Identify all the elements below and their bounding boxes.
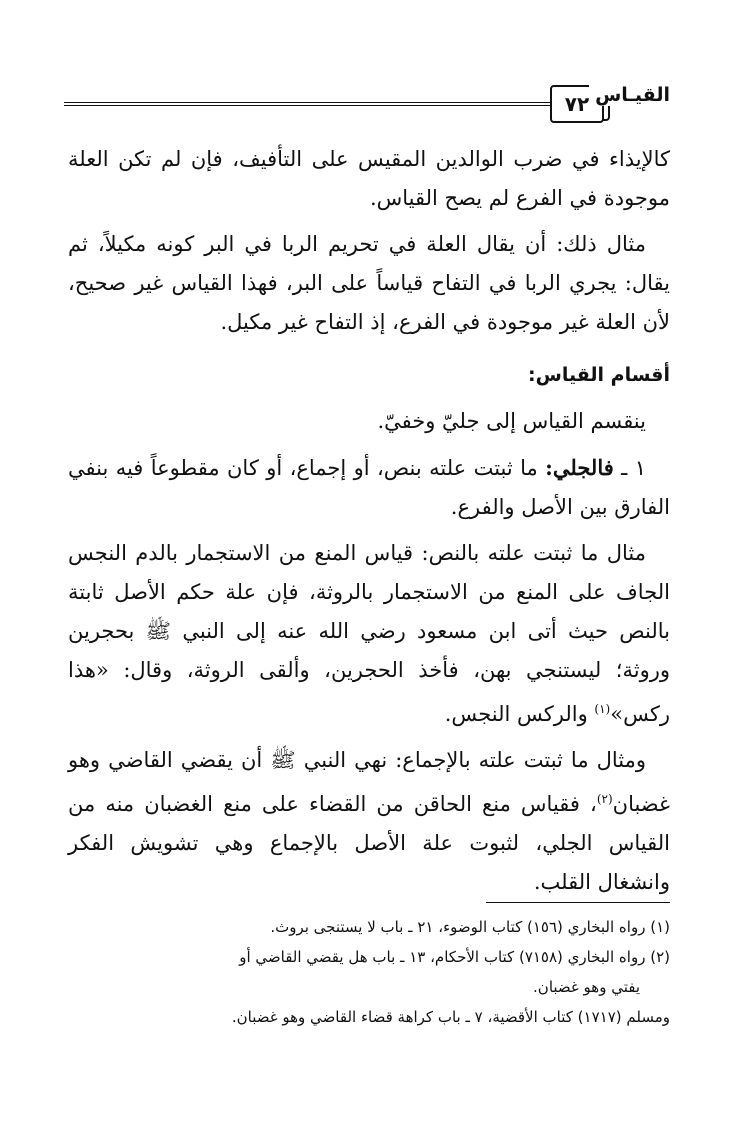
paragraph-4-text: ما ثبتت علته بنص، أو إجماع، أو كان مقطوعاً فيه بنفي الفارق بين الأصل والفرع. [68, 456, 670, 519]
page-number: ٧٢ [564, 92, 590, 116]
paragraph-5-text-a: مثال ما ثبتت علته بالنص: قياس المنع من الاستجمار بالدم النجس الجاف على المنع من الاستجمار بالروثة، فإن علة حكم الأصل ثابتة بالنص حيث أتى ابن مسعود رضي الله عنه إلى النبي ﷺ بحجرين وروثة؛ ليستنجي بهن، فأخذ الحجرين، وألقى الروثة، وقال: «هذا ركس» [68, 541, 670, 726]
running-title: القيـاس [589, 84, 670, 106]
paragraph-6-text-a: ومثال ما ثبتت علته بالإجماع: نهي النبي ﷺ أن يقضي القاضي وهو غضبان [68, 748, 670, 816]
section-heading: أقسام القياس: [528, 364, 670, 386]
item-number: ١ ـ [613, 456, 646, 480]
footnote-1: (١) رواه البخاري (١٥٦) كتاب الوضوء، ٢١ ـ باب لا يستنجى بروث. [270, 918, 670, 936]
paragraph-6-text-b: ، فقياس منع الحاقن من القضاء على منع الغضبان منه من القياس الجلي، لثبوت علة الأصل بالإجماع وهي تشويش الفكر وانشغال القلب. [68, 792, 670, 894]
page-body [68, 140, 670, 909]
paragraph-1: كالإيذاء في ضرب الوالدين المقيس على التأفيف، فإن لم تكن العلة موجودة في الفرع لم يصح القياس. [68, 147, 670, 210]
paragraph-6 [68, 741, 670, 902]
page-header [64, 82, 670, 122]
footnotes [68, 912, 670, 1032]
paragraph-5-text-b: والركس النجس. [444, 702, 595, 726]
term-jali: فالجلي: [545, 455, 614, 480]
footnote-2: (٢) رواه البخاري (٧١٥٨) كتاب الأحكام، ١٣ ـ باب هل يقضي القاضي أو [239, 948, 670, 966]
footnote-ref-2[interactable]: (٢) [596, 792, 613, 806]
footnote-3: ومسلم (١٧١٧) كتاب الأقضية، ٧ ـ باب كراهة قضاء القاضي وهو غضبان. [231, 1008, 670, 1026]
paragraph-5 [68, 534, 670, 734]
paragraph-2: مثال ذلك: أن يقال العلة في تحريم الربا في البر كونه مكيلاً، ثم يقال: يجري الربا في التفاح قياساً على البر، فهذا القياس غير صحيح، لأن العلة غير موجودة في الفرع، إذ التفاح غير مكيل. [68, 232, 670, 334]
header-rule-left [64, 102, 550, 106]
paragraph-4 [68, 448, 670, 527]
footnote-ref-1[interactable]: (١) [594, 702, 611, 716]
footnote-separator [486, 902, 670, 903]
paragraph-3: ينقسم القياس إلى جليّ وخفيّ. [377, 409, 646, 433]
footnote-2-continued: يفتي وهو غضبان. [533, 978, 640, 996]
